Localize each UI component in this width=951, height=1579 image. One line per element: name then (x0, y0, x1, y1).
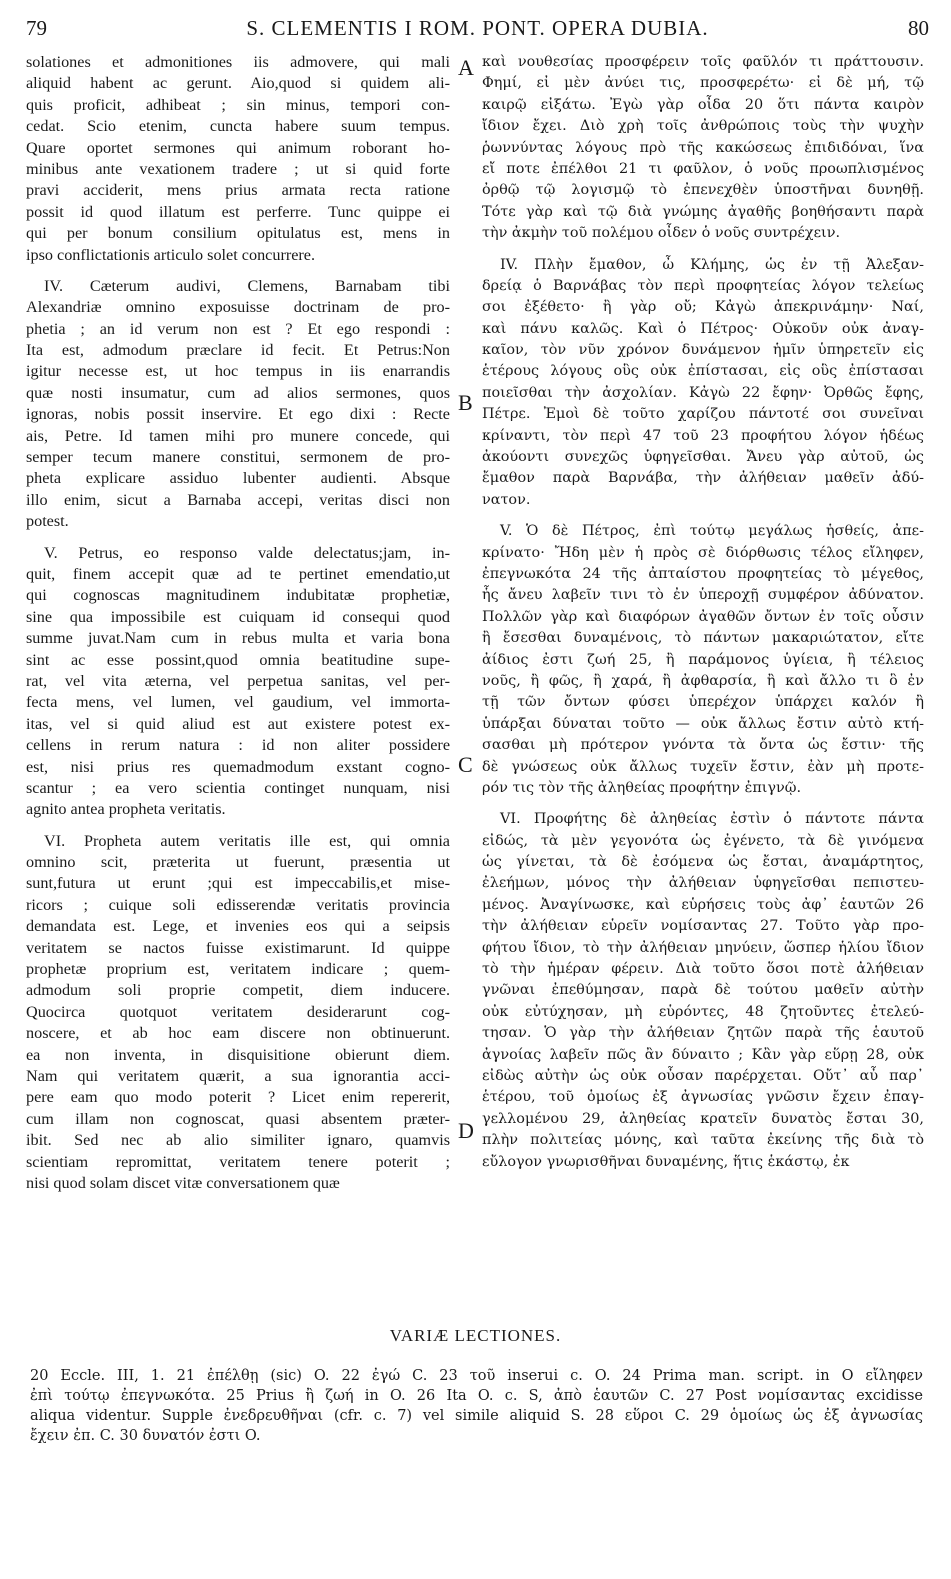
section-marker-a: A (458, 55, 474, 80)
text-line: τὴν ἀκμὴν τοῦ πολέμου οἶδεν ὁ νοῦς συντρέχειν. (482, 225, 841, 242)
text-line: cellens in rerum natura : id non aliter possidere (26, 736, 450, 755)
text-line: ἔμαθον παρὰ Βαρνάβα, τὴν ἀλήθειαν μαθεῖν ἀδύ- (482, 470, 924, 487)
section-marker-c: C (458, 752, 473, 777)
text-line: IV. Cæterum audivi, Clemens, Barnabam tibi (44, 276, 450, 295)
text-line: illo enim, sicut a Barnaba accepi, veritas disci non (26, 490, 450, 509)
text-line: εἴ ποτε ἐπέλθοι 21 τι φαῦλον, ὁ νοῦς προωπλισμένος (482, 160, 924, 177)
section-marker-b: B (458, 390, 473, 415)
text-line: possit id quod illatum est perferre. Tunc quippe ei (26, 202, 450, 221)
text-line: ἐπεγνωκότα 24 τῆς ἀπταίστου προφητείας τὸ μέγεθος, (482, 565, 924, 582)
paragraph-gap (26, 821, 450, 831)
footnote-line: ἔχειν ἐπ. C. 30 δυνατόν ἐστι O. (30, 1428, 261, 1444)
text-line: ἑτέρου, τοῦ ὁμοίως ἐξ ἀγνωσίας γνῶσιν ἔχειν ἐπαγ- (482, 1089, 924, 1106)
paragraph-gap (26, 533, 450, 543)
text-line: noscere, et ab hoc eam discere non obtinuerunt. (26, 1024, 450, 1043)
text-line: est, nisi prius res quemadmodum exstant cogno- (26, 757, 450, 776)
running-title: S. CLEMENTIS I ROM. PONT. OPERA DUBIA. (246, 16, 709, 40)
text-line: Alexandriæ omnino exposuisse doctrinam de pro- (26, 298, 450, 317)
text-line: πλὴν πολιτείας μόνης, καὶ ταῦτα ἐκείνης τῆς διὰ τὸ (482, 1132, 924, 1149)
text-line: solationes et admonitiones iis admovere, qui mali (26, 53, 450, 71)
text-line: ῥωννύντας λόγους πρὸ τῆς κακώσεως ἐπιδιδόναι, ἵνα (482, 139, 924, 156)
text-line: ἀκούοντι συνεχῶς ὑφηγεῖσθαι. Ἄνευ γὰρ αὐτοῦ, ὡς (482, 449, 924, 466)
page-number-right: 80 (908, 16, 929, 40)
text-line: Τότε γὰρ καὶ τῷ διὰ γνώμης ἀγαθῆς βοηθήσαντι παρὰ (482, 203, 924, 220)
text-line: δρείᾳ ὁ Βαρνάβας τὸν περὶ προφητείας λόγον τελείως (482, 277, 924, 294)
text-line: Φημί, εἰ μὲν ἀνύει τις, προσφερέτω· εἰ δὲ μή, τῷ (482, 75, 924, 92)
footnote-line: aliqua videntur. Supple ἐνεδρευθῆναι (cfr. c. 7) vel simile aliquid S. 28 εὕροι C. 29 ὁμοίως ὡς ἐξ ἀγνωσίας (30, 1408, 923, 1424)
text-line: cedat. Scio etenim, cuncta habere suum tempus. (26, 117, 450, 136)
text-line: ricors ; cuique soli edisserendæ veritatis provincia (26, 895, 450, 914)
paragraph-gap (26, 266, 450, 276)
text-line: qui per bonum consilium opitulatus est, mens in (26, 224, 450, 243)
text-line: σοι ἐξέθετο· ἢ γὰρ οὔ; Κἀγὼ ἀπεκρινάμην· Ναί, (482, 299, 924, 316)
text-line: μένος. Ἀναγίνωσκε, καὶ εὑρήσεις τοὺς ἀφ᾽ ἑαυτῶν 26 (482, 896, 924, 913)
text-line: V. Ὁ δὲ Πέτρος, ἐπὶ τούτῳ μεγάλως ἡσθείς, ἀπε- (500, 523, 924, 540)
text-line: ἑτέρους λόγους οὓς οὐκ ἐπίστασαι, εἰς οὓς ἐπίστασαι (482, 363, 924, 380)
text-line: καὶ πάνυ καλῶς. Καὶ ὁ Πέτρος· Οὐκοῦν οὐκ ἀναγ- (482, 320, 924, 337)
text-line: ρόν τις τὸν τῆς ἀληθείας προφήτην ἐπιγνῷ. (482, 779, 802, 796)
latin-column (26, 52, 450, 1194)
text-line: καῖον, τὸν νῦν χρόνον δυνάμενον ἡμῖν ὑπηρετεῖν εἰς (482, 342, 924, 359)
text-line: ἢ ἔσεσθαι δυναμένοις, τὸ πάντων μακαριώτατον, εἴτε (482, 630, 924, 647)
variae-lectiones-title: VARIÆ LECTIONES. (389, 1326, 562, 1345)
text-line: σασθαι μὴ πρότερον γνόντα τὰ ὄντα ὡς ἔστιν· τῆς (482, 737, 924, 754)
text-line: sine qua impossibile est cuiquam id consequi quod (26, 607, 450, 626)
text-line: pere eam quo modo poterit ? Licet enim repererit, (26, 1088, 450, 1107)
text-line: καὶ νουθεσίας προσφέρειν τοῖς φαῦλόν τι πράττουσιν. (482, 54, 924, 70)
text-line: Πολλῶν γὰρ καὶ διαφόρων ἀγαθῶν ὄντων ἐν τοῖς οὖσιν (482, 608, 924, 625)
text-line: εἰδώς, τὰ μὲν γεγονότα ὡς ἐγένετο, τὰ δὲ γινόμενα (482, 832, 924, 849)
text-line: semper tecum manere constitui, sermonem de pro- (26, 448, 450, 467)
text-line: γνῶναι ἐπεθύμησαν, παρὰ δὲ τούτου μαθεῖν αὐτὴν (482, 982, 924, 999)
text-line: ἐλεήμων, μόνος τὴν ἀλήθειαν ὑφηγεῖσθαι πεπιστευ- (482, 875, 924, 892)
text-line: ἧς ἄνευ λαβεῖν τινι τὸ ἐν ὑπεροχῇ συμφέρον ἀδύνατον. (482, 587, 924, 604)
text-line: IV. Πλὴν ἔμαθον, ὦ Κλήμης, ὡς ἐν τῇ Ἀλεξαν- (500, 256, 924, 273)
text-line: admodum soli proprie competit, diem inducere. (26, 981, 450, 1000)
text-line: φήτου ἴδιον, τὸ τὴν ἀλήθειαν μηνύειν, ὥσπερ ἡλίου ἴδιον (482, 939, 924, 956)
text-line: itas, vel si quid aliud est aut existere potest ex- (26, 714, 450, 733)
text-line: Quare oportet sermones qui animum roborant ho- (26, 138, 450, 157)
text-line: τὴν ἀλήθειαν εὑρεῖν νομίσαντας 27. Τοῦτο γὰρ προ- (482, 918, 924, 935)
text-line: ais, Petre. Id tamen mihi pro munere concede, qui (26, 426, 450, 445)
greek-column (482, 52, 924, 1173)
text-line: νατον. (482, 491, 531, 508)
text-line: Nam qui veritatem quærit, a sua ignorantia acci- (26, 1066, 450, 1085)
text-line: scantur ; ea vero scientia continget nunquam, nisi (26, 778, 450, 797)
text-line: phetia ; an id verum non est ? Et ego respondi : (26, 319, 450, 338)
text-line: V. Petrus, eo responso valde delectatus;jam, in- (44, 543, 450, 562)
text-line: κρίναντι, τὸν περὶ 47 τοῦ 23 προφήτου λόγον ἡδέως (482, 427, 924, 444)
text-line: ipso conflictationis articulo solet concurrere. (26, 245, 316, 264)
text-line: VI. Propheta autem veritatis ille est, qui omnia (44, 831, 450, 850)
text-line: fecta mens, vel lumen, vel gaudium, vel immorta- (26, 693, 450, 712)
text-line: minibus ante vexationem tradere ; ut si quid forte (26, 159, 450, 178)
section-marker-d: D (458, 1118, 474, 1143)
text-line: veritatem se nactos fuisse existimarunt. Id quippe (26, 938, 450, 957)
text-line: καιρῷ εἰξάτω. Ἐγὼ γὰρ οἶδα 20 ὅτι πάντα καιρὸν (482, 96, 924, 113)
text-line: VI. Προφήτης δὲ ἀληθείας ἐστὶν ὁ πάντοτε πάντα (500, 811, 924, 828)
text-line: τῇ τῶν ὄντων φύσει ὑπερέχον ὑπάρχει καλόν ἢ (482, 694, 924, 711)
footnote-line: ἐπὶ τούτῳ ἐπεγνωκότα. 25 Prius ἢ ζωή in O. 26 Ita O. c. S, ἀπὸ ἑαυτῶν C. 27 Post νομίσαντας excidisse (30, 1388, 923, 1404)
page-number-left: 79 (26, 16, 47, 40)
paragraph-gap (482, 799, 924, 809)
text-line: agnito antea propheta veritatis. (26, 800, 226, 819)
text-line: pravi acciderit, mens prius armata recta ratione (26, 181, 450, 200)
text-line: potest. (26, 512, 69, 531)
text-line: ὀρθῷ τῷ λογισμῷ τὸ ἐπενεχθὲν ὑποστῆναι δυνηθῇ. (482, 182, 924, 199)
text-line: prophetæ proprium est, veritatem indicare ; quem- (26, 960, 450, 979)
text-line: ποιεῖσθαι τὴν ἀσχολίαν. Κἀγὼ 22 ἔφην· Ὀρθῶς ἔφης, (482, 384, 924, 401)
text-line: qui cognoscas magnitudinem indubitatæ prophetiæ, (26, 586, 450, 605)
text-line: aliquid habent ac gerunt. Aio,quod si quidem ali- (26, 74, 450, 93)
text-line: quit, finem accepit quæ ad te pertinet emendatio,ut (26, 564, 450, 583)
text-line: igitur necesse est, ut hoc tempus in iis enarrandis (26, 362, 450, 381)
text-line: δὲ γνώσεως οὐκ ἄλλως τυχεῖν ἔστιν, ἐὰν μὴ προτε- (482, 758, 924, 775)
paragraph-gap (482, 511, 924, 521)
text-line: τησαν. Ὁ γὰρ τὴν ἀλήθειαν ζητῶν παρὰ τῆς ἑαυτοῦ (482, 1025, 924, 1042)
footnotes-block (30, 1366, 923, 1446)
text-line: γελλομένου 29, ἀληθείας κρατεῖν δυνατὸς ἔσται 30, (482, 1110, 924, 1127)
text-line: omnino scit, præterita ut fuerunt, præsentia ut (26, 853, 450, 872)
paragraph-gap (482, 245, 924, 255)
text-line: κρίνατο· Ἤδη μὲν ἡ πρὸς σὲ διόρθωσις τέλος εἴληφεν, (482, 544, 924, 561)
text-line: Πέτρε. Ἐμοὶ δὲ τοῦτο χαρίζου πάντοτέ σοι συνεῖναι (482, 406, 924, 423)
text-line: quæ nosti insumatur, cum ad alios sermones, quos (26, 383, 450, 402)
text-line: summe juvat.Nam cum in rebus multa et varia bona (26, 629, 450, 648)
text-line: sint ac esse possint,quod omnia beatitudine supe- (26, 650, 450, 669)
footnote-line: 20 Eccle. III, 1. 21 ἐπέλθῃ (sic) O. 22 ἐγώ C. 23 τοῦ inserui c. O. 24 Prima man. script. in O εἴληφεν (30, 1368, 923, 1384)
text-line: ἀγνοίας λαβεῖν πῶς ἂν δύναιτο ; Κἂν γὰρ εὕρῃ 28, οὐκ (482, 1046, 924, 1063)
text-line: ὑπάρξαι δύναται τοῦτο — οὐκ ἄλλως ἔστιν αὐτὸ κτή- (482, 715, 924, 732)
page-header (26, 12, 929, 42)
text-line: ibit. Sed nec ab alio similiter ignaro, quamvis (26, 1131, 450, 1150)
text-line: rat, vel vita æterna, vel perpetua sanitas, vel per- (26, 671, 450, 690)
text-line: εἰδὼς αὐτὴν ὡς οὐκ οὖσαν παρέρχεται. Οὔτ᾽ αὖ παρ᾽ (482, 1067, 924, 1084)
text-line: νοῦς, ἢ φῶς, ἢ χαρά, ἢ ἀφθαρσία, ἢ καὶ ἄλλο τι ὃ ἐν (482, 672, 924, 689)
text-line: demandata est. Lege, et invenies eos qui a seipsis (26, 917, 450, 936)
text-line: τὸ τὴν ἡμέραν φέρειν. Διὰ τοῦτο ὅσοι ποτὲ ἀλήθειαν (482, 961, 924, 978)
text-line: scientiam repromittat, veritatem tenere poterit ; (26, 1152, 450, 1171)
text-line: sunt,futura ut erunt ;qui est impeccabilis,et mise- (26, 874, 450, 893)
text-line: ὡς γίνεται, τὰ δὲ ἐσόμενα ὡς ἔσται, ἀναμάρτητος, (482, 854, 924, 871)
text-line: Ita est, admodum præclare id fecit. Et Petrus:Non (26, 341, 450, 360)
text-line: ea non inventa, in disquisitione obierunt diem. (26, 1045, 450, 1064)
text-line: ἴδιον ἔχει. Διὸ χρὴ τοῖς ἀνθρώποις τοὺς τὴν ψυχὴν (482, 118, 924, 135)
text-line: εὔλογον γνωρισθῆναι δυναμένης, ἥτις ἑκάστῳ, ἐκ (482, 1153, 850, 1170)
text-line: cum illam non cognoscat, quasi absentem præter- (26, 1109, 450, 1128)
text-line: nisi quod solam discet vitæ conversationem quæ (26, 1173, 340, 1192)
text-line: pheta explicare assiduo lubenter audienti. Absque (26, 469, 450, 488)
text-line: οὐκ εὐτύχησαν, μὴ εὑρόντες, 48 ζητοῦντες ἐτελεύ- (482, 1003, 924, 1020)
text-line: ignoras, nobis possit inservire. Et ego dixi : Recte (26, 405, 450, 424)
text-line: Quocirca quotquot veritatem desiderarunt cog- (26, 1002, 450, 1021)
text-line: quis proficit, adhibeat ; sin minus, tempori con- (26, 95, 450, 114)
text-line: ἀίδιος ἐστι ζωή 25, ἢ παράμονος ὑγίεια, ἢ τέλειος (482, 651, 924, 668)
